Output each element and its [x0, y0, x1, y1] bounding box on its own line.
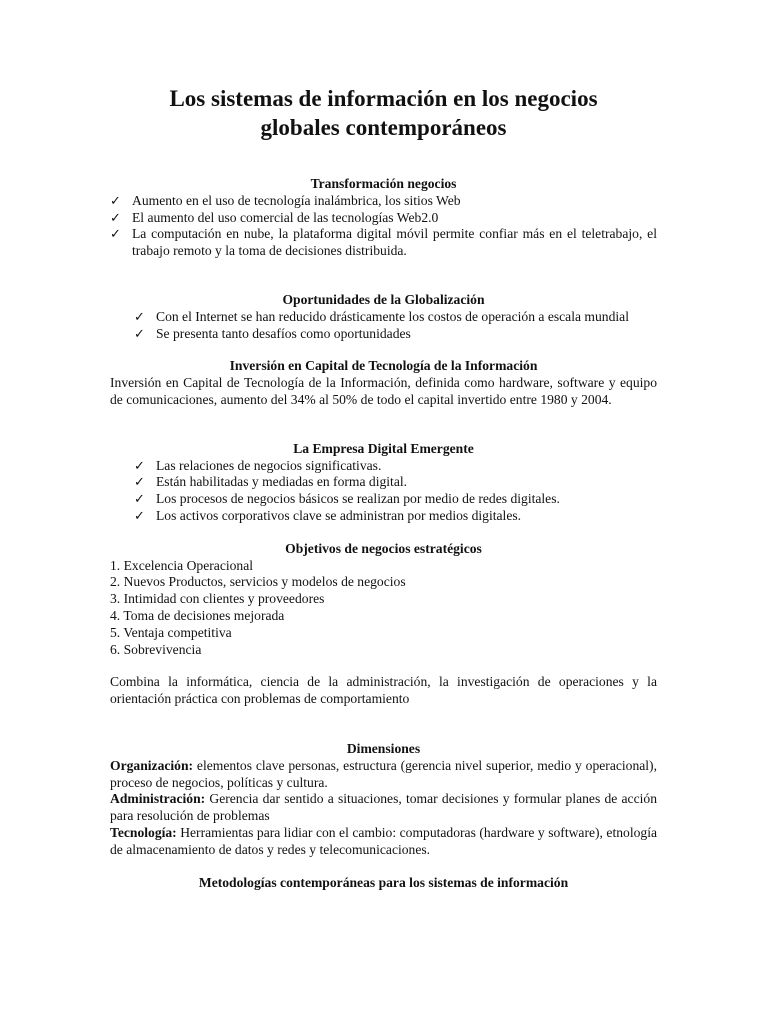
- dimension-label: Administración:: [110, 791, 206, 807]
- list-item: [110, 226, 657, 260]
- check-icon: ✓: [110, 192, 121, 208]
- list-item: [110, 508, 657, 525]
- list-item-text: El aumento del uso comercial de las tecnologías Web2.0: [132, 209, 439, 225]
- list-item-text: La computación en nube, la plataforma digital móvil permite confiar más en el teletrabajo, el trabajo remoto y la toma de decisiones distribuida.: [132, 226, 657, 259]
- check-icon: ✓: [134, 325, 145, 341]
- check-icon: ✓: [110, 226, 121, 242]
- paragraph-inversion: Inversión en Capital de Tecnología de la Información, definida como hardware, software y equipo de comunicaciones, aumento del 34% al 50% de todo el capital invertido entre 1980 y 2004.: [110, 375, 657, 407]
- list-item: 2. Nuevos Productos, servicios y modelos de negocios: [110, 574, 406, 590]
- heading-metodologias: Metodologías contemporáneas para los sistemas de información: [198, 874, 569, 890]
- list-item: [110, 491, 657, 508]
- heading-empresa: La Empresa Digital Emergente: [293, 440, 474, 456]
- dimension-text: elementos clave personas, estructura (gerencia nivel superior, medio y operacional), proceso de negocios, políticas y cultura.: [110, 757, 657, 790]
- check-icon: ✓: [134, 507, 145, 523]
- list-item-text: Aumento en el uso de tecnología inalámbrica, los sitios Web: [132, 192, 461, 208]
- dimension-text: Herramientas para lidiar con el cambio: computadoras (hardware y software), etnología de almacenamiento de datos y redes y telecomunicaciones.: [110, 824, 657, 857]
- heading-globalizacion: Oportunidades de la Globalización: [282, 291, 485, 307]
- list-item: [110, 326, 657, 343]
- list-objetivos: [110, 558, 657, 659]
- check-icon: ✓: [134, 491, 145, 507]
- list-empresa: [110, 458, 657, 525]
- list-transformacion: [110, 193, 657, 260]
- title-line-1: Los sistemas de información en los negocios: [169, 86, 598, 111]
- document-content: [110, 84, 657, 891]
- list-globalizacion: [110, 309, 657, 343]
- list-item: 1. Excelencia Operacional: [110, 557, 254, 573]
- list-item: 4. Toma de decisiones mejorada: [110, 607, 285, 623]
- list-item-text: Se presenta tanto desafíos como oportunidades: [156, 325, 411, 341]
- check-icon: ✓: [134, 457, 145, 473]
- heading-inversion: Inversión en Capital de Tecnología de la Información: [229, 358, 538, 374]
- list-item: 6. Sobrevivencia: [110, 641, 202, 657]
- dimension-tecnologia: [110, 825, 657, 859]
- document-title: [90, 84, 677, 142]
- list-item: [110, 193, 657, 210]
- paragraph-combina: Combina la informática, ciencia de la administración, la investigación de operaciones y la orientación práctica con problemas de comportamiento: [110, 674, 657, 707]
- list-item-text: Los procesos de negocios básicos se realizan por medio de redes digitales.: [156, 491, 560, 507]
- dimension-label: Organización:: [110, 757, 194, 773]
- heading-dimensiones: Dimensiones: [346, 740, 421, 756]
- dimension-text: Gerencia dar sentido a situaciones, tomar decisiones y formular planes de acción para resolución de problemas: [110, 791, 657, 824]
- heading-objetivos: Objetivos de negocios estratégicos: [285, 540, 482, 556]
- list-item: [110, 210, 657, 227]
- check-icon: ✓: [134, 308, 145, 324]
- check-icon: ✓: [134, 474, 145, 490]
- dimension-label: Tecnología:: [110, 824, 177, 840]
- list-item-text: Están habilitadas y mediadas en forma digital.: [156, 474, 408, 490]
- check-icon: ✓: [110, 209, 121, 225]
- list-item: 5. Ventaja competitiva: [110, 624, 232, 640]
- dimension-organizacion: [110, 758, 657, 792]
- title-line-2: globales contemporáneos: [260, 115, 507, 140]
- list-item-text: Las relaciones de negocios significativas.: [156, 457, 382, 473]
- list-item: [110, 474, 657, 491]
- dimension-administracion: [110, 791, 657, 825]
- list-item-text: Con el Internet se han reducido drásticamente los costos de operación a escala mundial: [156, 308, 629, 324]
- heading-transformacion: Transformación negocios: [310, 176, 457, 191]
- list-item-text: Los activos corporativos clave se administran por medios digitales.: [156, 507, 522, 523]
- list-item: 3. Intimidad con clientes y proveedores: [110, 591, 325, 607]
- list-item: [110, 309, 657, 326]
- list-item: [110, 458, 657, 475]
